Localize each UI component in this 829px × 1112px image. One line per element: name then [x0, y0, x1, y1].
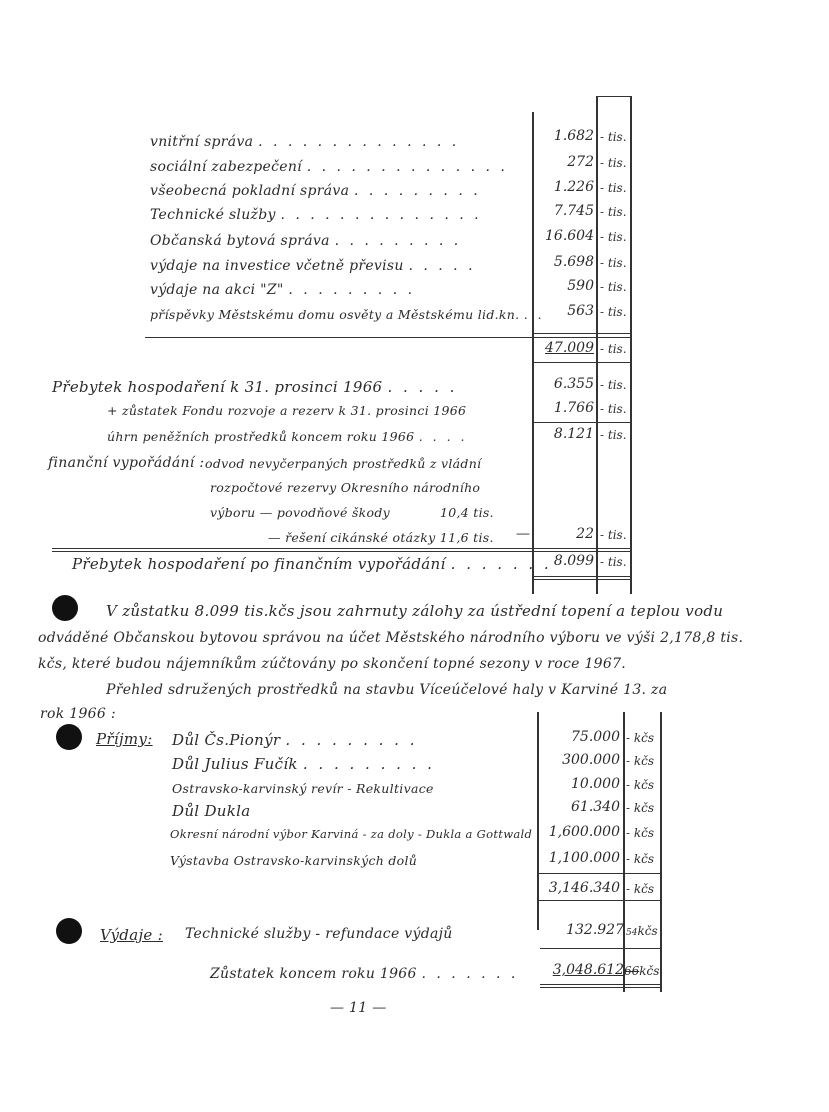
final-divider	[52, 548, 630, 549]
income-unit: - kčs	[626, 826, 655, 840]
settlement-minus: —	[516, 526, 531, 542]
income-value: 10.000	[571, 776, 620, 792]
expense-label: výdaje na akci "Z" . . . . . . . . .	[150, 282, 416, 298]
bullet-dot	[52, 595, 78, 621]
ledger-top-line	[596, 96, 630, 97]
settlement-text1: odvod nevyčerpaných prostředků z vládní	[205, 456, 482, 471]
page-number: — 11 —	[330, 1000, 387, 1016]
income-value: 300.000	[562, 752, 620, 768]
settlement-unit: - tis.	[600, 528, 627, 542]
expense-value: 7.745	[553, 203, 594, 219]
final-value: 8.099	[553, 553, 594, 569]
surplus-line3-value: 8.121	[553, 426, 594, 442]
total-divider-2	[532, 333, 630, 334]
expenditure-label: Technické služby - refundace výdajů	[185, 926, 453, 942]
overview-title-2: rok 1966 :	[40, 706, 116, 722]
expense-label: příspěvky Městskému domu osvěty a Městskému lid.kn. . .	[150, 307, 545, 322]
income-heading: Příjmy:	[96, 730, 153, 748]
expense-unit: - tis.	[600, 305, 627, 319]
expense-unit: - tis.	[600, 181, 627, 195]
settlement-text3: výboru — povodňové škody	[210, 505, 391, 520]
surplus-line1-label: Přebytek hospodaření k 31. prosinci 1966 . . . . .	[52, 378, 458, 396]
note-line1: V zůstatku 8.099 tis.kčs jsou zahrnuty zálohy za ústřední topení a teplou vodu	[106, 602, 724, 620]
expense-label: Občanská bytová správa . . . . . . . . .	[150, 233, 462, 249]
settlement-amount3: 10,4 tis.	[440, 505, 494, 520]
total-divider	[145, 337, 630, 338]
total-under	[532, 362, 630, 363]
settlement-text2: rozpočtové rezervy Okresního národního	[210, 480, 481, 495]
ledger-line-left	[532, 112, 534, 594]
income-unit: - kčs	[626, 731, 655, 745]
balance-under-2	[540, 987, 660, 988]
income-line-left	[537, 712, 539, 930]
expense-value: 563	[567, 303, 594, 319]
income-unit: - kčs	[626, 852, 655, 866]
expenses-total-value: 47.009	[545, 340, 594, 356]
settlement-text4: — řešení cikánské otázky 11,6 tis.	[268, 530, 494, 545]
note-line2: odváděné Občanskou bytovou správou na účet Městského národního výboru ve výši 2,178,8 tis.	[38, 630, 744, 646]
final-under	[532, 576, 630, 577]
surplus-line1-value: 6.355	[553, 376, 594, 392]
income-label: Ostravsko-karvinský revír - Rekultivace	[172, 781, 434, 796]
balance-value: 3,048.612	[552, 962, 624, 978]
surplus-line1-unit: - tis.	[600, 378, 627, 392]
income-line-right	[660, 712, 662, 992]
expenditure-unit: 54kčs	[626, 924, 658, 938]
expense-unit: - tis.	[600, 230, 627, 244]
expenditure-value: 132.927	[566, 922, 624, 938]
final-unit: - tis.	[600, 555, 627, 569]
expense-unit: - tis.	[600, 130, 627, 144]
income-value: 1,600.000	[548, 824, 620, 840]
expense-unit: - tis.	[600, 280, 627, 294]
income-value: 75.000	[571, 729, 620, 745]
expense-unit: - tis.	[600, 256, 627, 270]
income-label: Výstavba Ostravsko-karvinských dolů	[170, 853, 418, 868]
income-total-value: 3,146.340	[548, 880, 620, 896]
overview-title: Přehled sdružených prostředků na stavbu Víceúčelové haly v Karviné 13. za	[106, 682, 668, 698]
surplus-line3-label: úhrn peněžních prostředků koncem roku 1966 . . . .	[107, 429, 468, 444]
expense-value: 16.604	[545, 228, 594, 244]
income-total-divider	[537, 873, 660, 874]
expense-value: 590	[567, 278, 594, 294]
income-label: Důl Julius Fučík . . . . . . . . .	[172, 755, 435, 773]
note-line3: kčs, které budou nájemníkům zúčtovány po skončení topné sezony v roce 1967.	[38, 656, 627, 672]
income-total-unit: - kčs	[626, 882, 655, 896]
income-unit: - kčs	[626, 754, 655, 768]
surplus-line2-label: + zůstatek Fondu rozvoje a rezerv k 31. prosinci 1966	[107, 403, 467, 418]
surplus-line3-unit: - tis.	[600, 428, 627, 442]
surplus-divider	[532, 422, 630, 423]
final-label: Přebytek hospodaření po finančním vypořádání . . . . . . .	[72, 555, 552, 573]
balance-divider	[540, 948, 660, 949]
surplus-line2-unit: - tis.	[600, 402, 627, 416]
income-total-under	[537, 900, 660, 901]
expenditure-heading: Výdaje :	[100, 926, 163, 944]
expense-label: vnitřní správa . . . . . . . . . . . . . .	[150, 134, 460, 150]
settlement-label: finanční vypořádání :	[48, 455, 205, 471]
income-value: 1,100.000	[548, 850, 620, 866]
expense-label: všeobecná pokladní správa . . . . . . . . .	[150, 183, 481, 199]
expense-value: 1.682	[553, 128, 594, 144]
ledger-line-right	[630, 96, 632, 594]
expense-value: 272	[567, 154, 594, 170]
balance-unit: 66kčs	[624, 964, 660, 978]
expense-label: Technické služby . . . . . . . . . . . . . .	[150, 207, 482, 223]
expense-label: výdaje na investice včetně převisu . . . . .	[150, 258, 476, 274]
settlement-value: 22	[576, 526, 594, 542]
bullet-dot	[56, 724, 82, 750]
income-unit: - kčs	[626, 801, 655, 815]
income-label: Důl Dukla	[172, 802, 251, 820]
ledger-line-mid	[596, 96, 598, 594]
expense-unit: - tis.	[600, 205, 627, 219]
balance-under	[540, 984, 660, 985]
income-value: 61.340	[571, 799, 620, 815]
expense-value: 1.226	[553, 179, 594, 195]
income-line-mid	[623, 712, 625, 992]
income-label: Důl Čs.Pionýr . . . . . . . . .	[172, 731, 418, 749]
expense-value: 5.698	[553, 254, 594, 270]
expense-unit: - tis.	[600, 156, 627, 170]
expenses-total-unit: - tis.	[600, 342, 627, 356]
surplus-line2-value: 1.766	[553, 400, 594, 416]
income-unit: - kčs	[626, 778, 655, 792]
income-label: Okresní národní výbor Karviná - za doly - Dukla a Gottwald	[170, 827, 533, 841]
bullet-dot	[56, 918, 82, 944]
balance-label: Zůstatek koncem roku 1966 . . . . . . .	[210, 966, 519, 982]
final-under-2	[532, 579, 630, 580]
expense-label: sociální zabezpečení . . . . . . . . . . . . . .	[150, 159, 508, 175]
